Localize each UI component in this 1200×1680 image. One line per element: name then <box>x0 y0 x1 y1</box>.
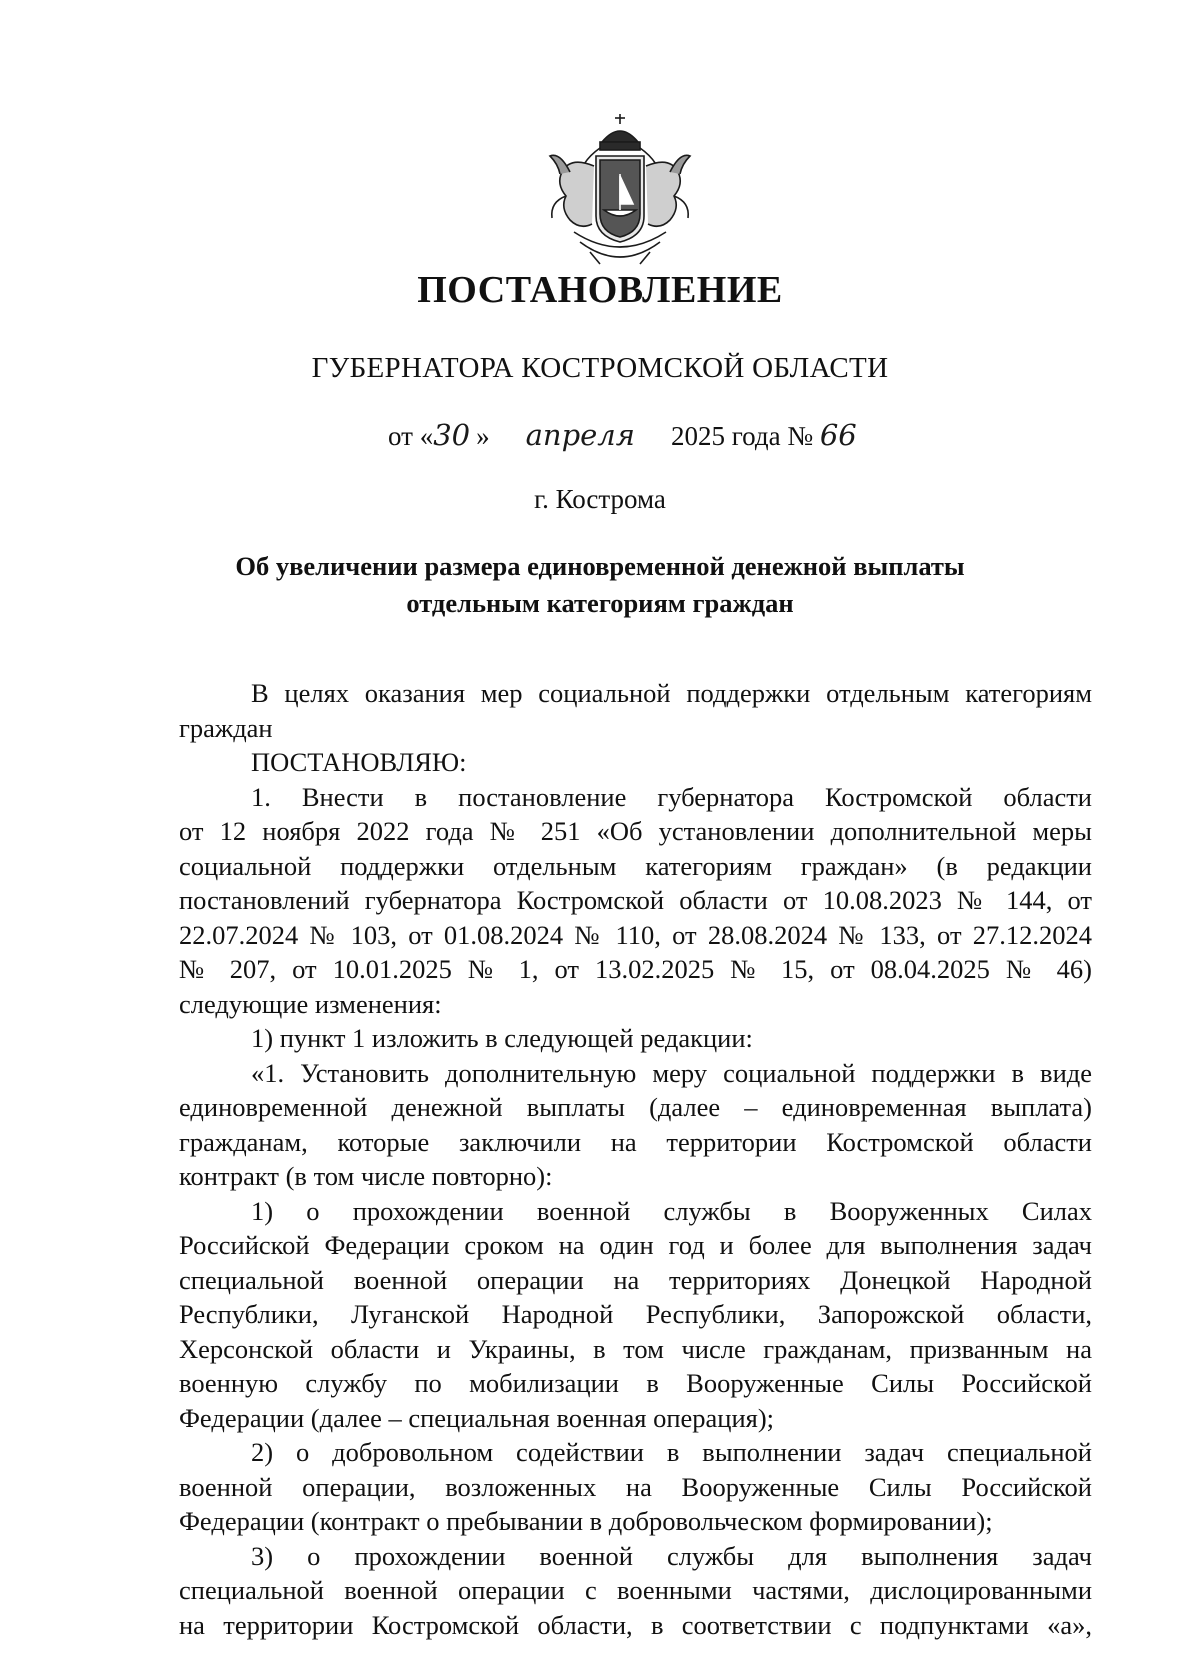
body-line: 1) пункт 1 изложить в следующей редакции: <box>251 1023 753 1053</box>
body-line: следующие изменения: <box>179 988 442 1019</box>
body-line: Федерации (контракт о пребывании в добровольческом формировании); <box>179 1506 993 1536</box>
body-line: специальной военной операции с военными частями, дислоцированными <box>179 1575 1092 1605</box>
handwritten-number: 66 <box>819 418 857 452</box>
subject-line-1: Об увеличении размера единовременной денежной выплаты <box>235 551 965 581</box>
body-line: специальной военной операции на территориях Донецкой Народной <box>179 1264 1092 1295</box>
handwritten-month: апреля <box>525 418 635 452</box>
body-line: 1. Внести в постановление губернатора Костромской области <box>251 781 1092 812</box>
body-line: 2) о добровольном содействии в выполнении задач специальной <box>251 1437 1092 1467</box>
issuing-authority: ГУБЕРНАТОРА КОСТРОМСКОЙ ОБЛАСТИ <box>311 352 889 384</box>
coat-of-arms-icon <box>540 112 700 277</box>
body-line: «1. Установить дополнительную меру социальной поддержки в виде <box>251 1057 1092 1088</box>
body-line: военную службу по мобилизации в Вооруженные Силы Российской <box>179 1368 1092 1398</box>
body-line: от 12 ноября 2022 года № 251 «Об установлении дополнительной меры <box>179 816 1092 846</box>
body-line: социальной поддержки отдельным категориям граждан» (в редакции <box>179 850 1092 881</box>
handwritten-day: 30 <box>433 418 471 452</box>
body-line: Российской Федерации сроком на один год и более для выполнения задач <box>179 1230 1092 1260</box>
date-year-text: 2025 года № <box>670 421 814 451</box>
body-line: 3) о прохождении военной службы для выполнения задач <box>251 1540 1092 1571</box>
date-close-quote: » <box>476 421 490 451</box>
body-line: граждан <box>179 712 273 743</box>
document-subject <box>0 548 1200 622</box>
document-title: ПОСТАНОВЛЕНИЕ <box>417 269 783 311</box>
body-line: контракт (в том числе повторно): <box>179 1161 553 1191</box>
body-line: военной операции, возложенных на Вооруженные Силы Российской <box>179 1471 1092 1502</box>
date-prefix: от « <box>388 421 434 451</box>
subject-line-2: отдельным категориям граждан <box>406 588 794 618</box>
body-line: Херсонской области и Украины, в том числе гражданам, призванным на <box>179 1333 1092 1364</box>
body-line: 1) о прохождении военной службы в Вооруженных Силах <box>251 1195 1092 1226</box>
body-line: 22.07.2024 № 103, от 01.08.2024 № 110, от 28.08.2024 № 133, от 27.12.2024 <box>179 919 1092 950</box>
body-line: Республики, Луганской Народной Республики, Запорожской области, <box>179 1299 1092 1329</box>
document-body <box>179 676 1092 1642</box>
body-line: Федерации (далее – специальная военная операция); <box>179 1402 775 1433</box>
body-line: № 207, от 10.01.2025 № 1, от 13.02.2025 № 15, от 08.04.2025 № 46) <box>179 954 1092 984</box>
date-line <box>388 418 857 452</box>
body-line: В целях оказания мер социальной поддержки отдельным категориям <box>251 678 1092 708</box>
body-line: на территории Костромской области, в соответствии с подпунктами «а», <box>179 1609 1092 1640</box>
body-line: постановлений губернатора Костромской области от 10.08.2023 № 144, от <box>179 885 1092 915</box>
city-line: г. Кострома <box>534 484 666 514</box>
body-line: единовременной денежной выплаты (далее – единовременная выплата) <box>179 1092 1092 1122</box>
body-line: ПОСТАНОВЛЯЮ: <box>251 747 467 777</box>
body-line: гражданам, которые заключили на территории Костромской области <box>179 1126 1092 1157</box>
